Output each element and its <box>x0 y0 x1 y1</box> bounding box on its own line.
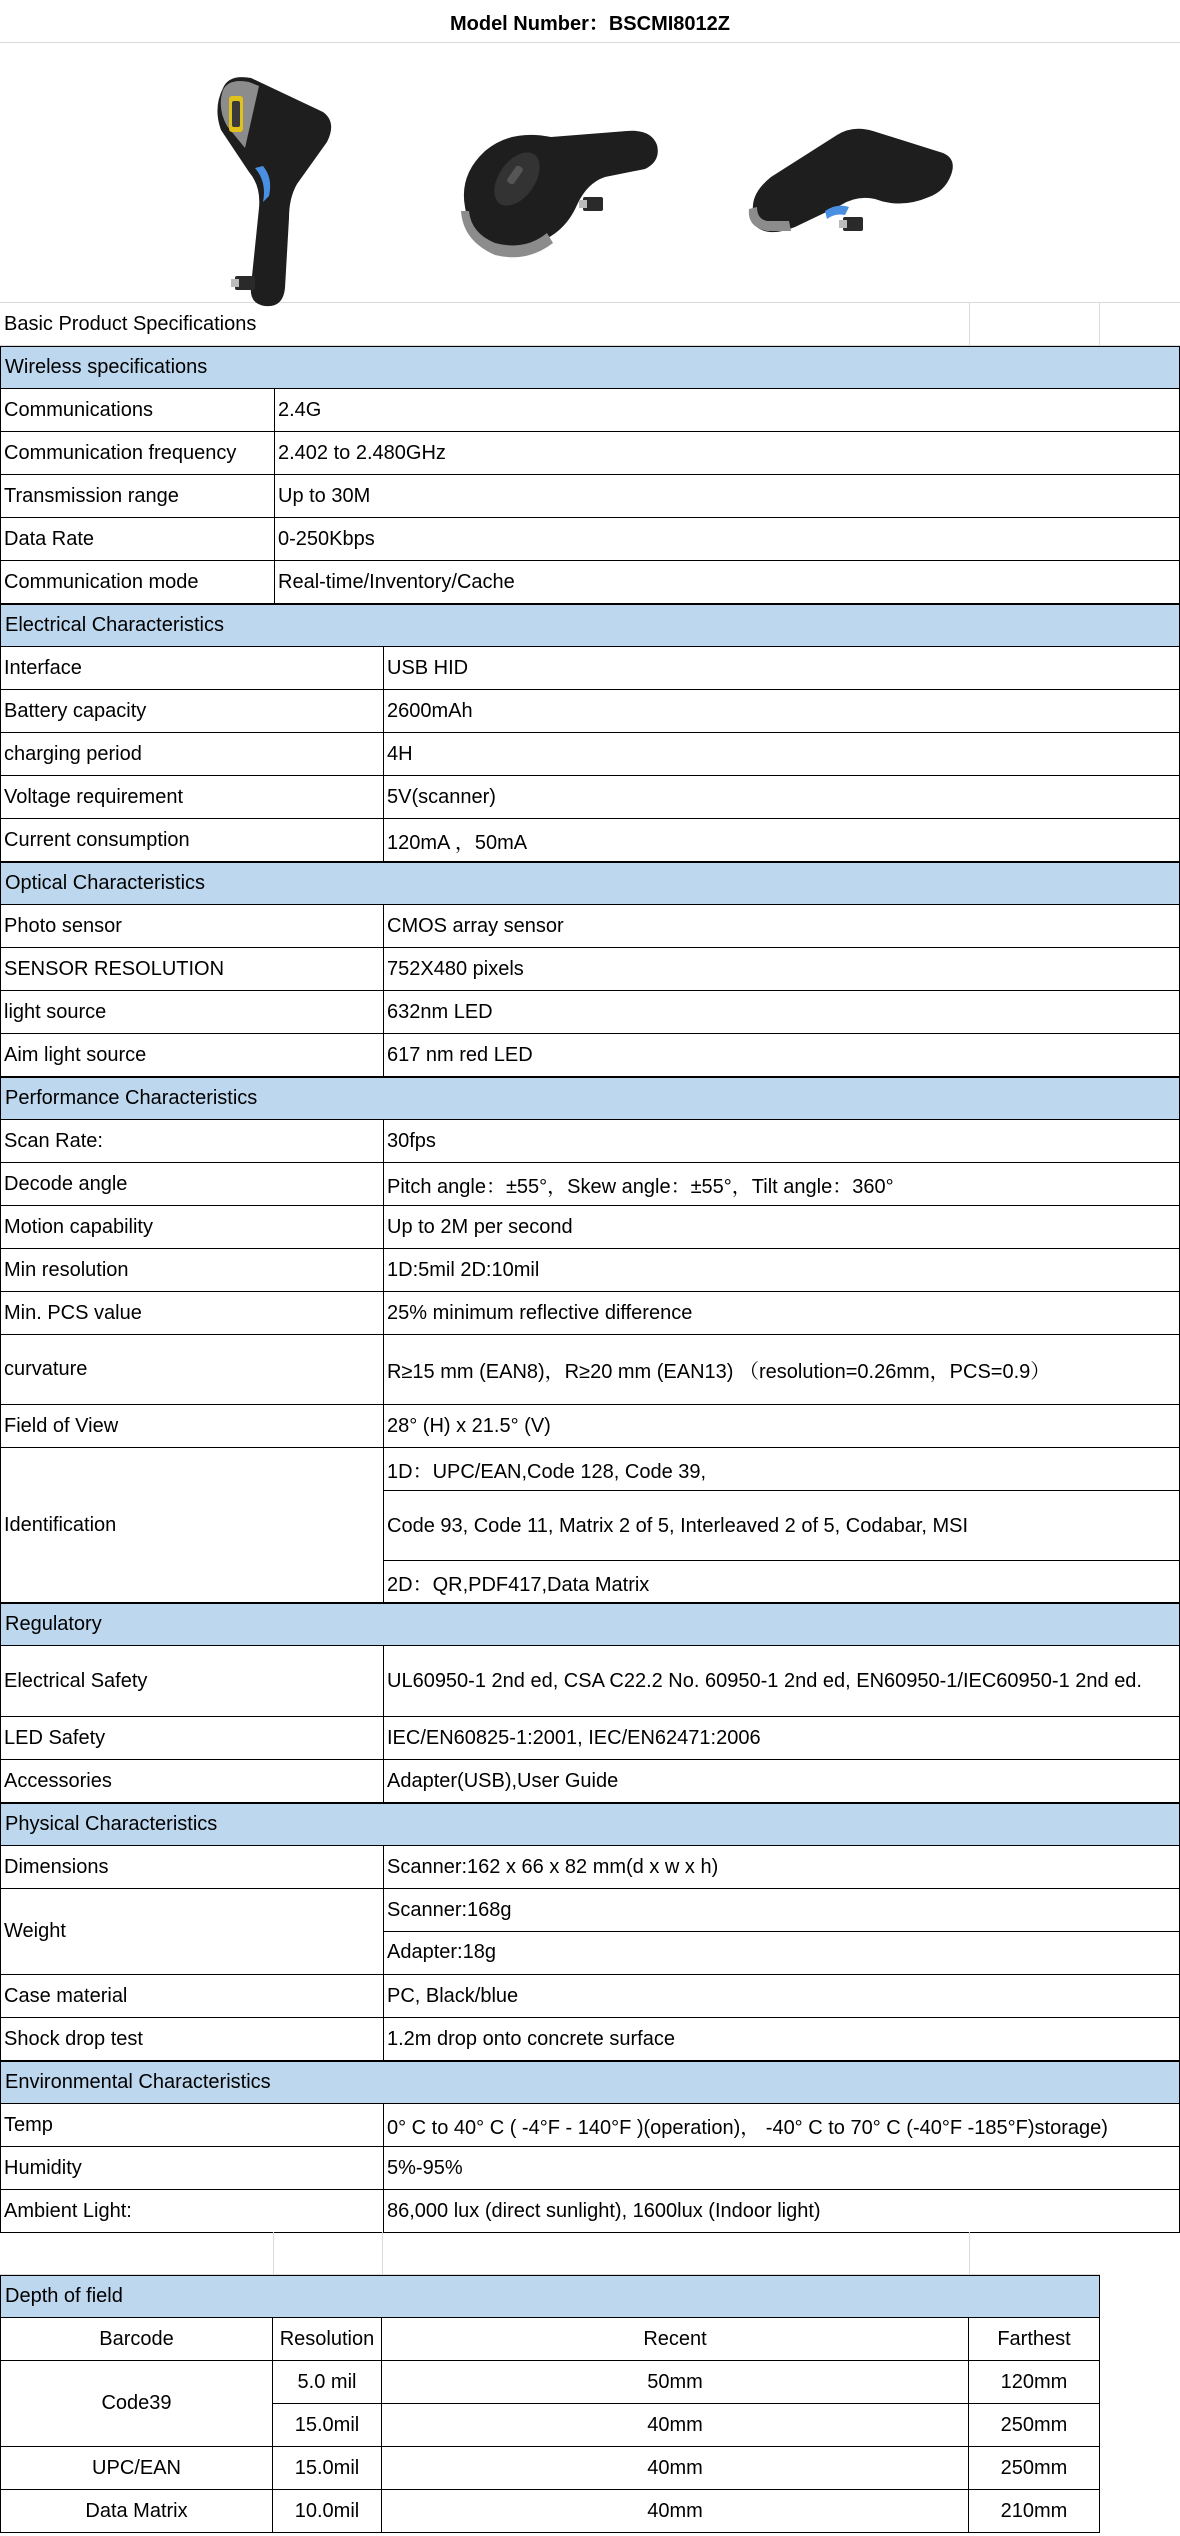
dof-barcode-cell-text: Data Matrix <box>85 2499 188 2522</box>
spec-value: Up to 2M per second <box>383 1206 1179 1248</box>
dof-recent-cell <box>382 2361 969 2404</box>
gridline <box>273 2232 274 2275</box>
dof-barcode-cell-text: UPC/EAN <box>92 2456 181 2479</box>
spec-label: Data Rate <box>4 527 95 550</box>
spec-value: IEC/EN60825-1:2001, IEC/EN62471:2006 <box>383 1717 1179 1759</box>
dof-recent-cell <box>382 2404 969 2447</box>
depth-of-field-title <box>0 2275 1100 2318</box>
spec-label: Identification <box>4 1513 117 1536</box>
dof-header-farthest-text: Farthest <box>997 2327 1071 2350</box>
spec-heading-row <box>0 303 1180 346</box>
dof-farthest-cell-text: 120mm <box>1000 2370 1068 2393</box>
spec-value: USB HID <box>383 647 1179 689</box>
dof-resolution-cell <box>273 2490 382 2533</box>
spec-row <box>0 1717 1180 1760</box>
spec-value: 86,000 lux (direct sunlight), 1600lux (Indoor light) <box>383 2190 1179 2232</box>
spec-row <box>0 432 1180 475</box>
spec-label: Min. PCS value <box>4 1301 142 1324</box>
spec-row <box>0 1206 1180 1249</box>
spec-label: Min resolution <box>4 1258 129 1281</box>
depth-of-field-title-text: Depth of field <box>5 2285 123 2307</box>
spec-label: Aim light source <box>4 1043 147 1066</box>
spec-label: Voltage requirement <box>4 785 184 808</box>
spec-label: Dimensions <box>4 1855 109 1878</box>
section-header <box>0 2061 1180 2104</box>
dof-header-recent <box>382 2318 969 2361</box>
dof-header-resolution-text: Resolution <box>279 2327 375 2350</box>
dof-barcode-cell <box>0 2447 273 2490</box>
spec-label: Accessories <box>4 1769 112 1792</box>
dof-recent-cell-text: 40mm <box>647 2456 703 2479</box>
section-header <box>0 862 1180 905</box>
spec-value: 1.2m drop onto concrete surface <box>383 2018 1179 2060</box>
spec-row <box>0 647 1180 690</box>
spec-label: Shock drop test <box>4 2027 143 2050</box>
dof-farthest-cell-text: 210mm <box>1000 2499 1068 2522</box>
spec-row <box>0 1034 1180 1077</box>
spec-row <box>0 1975 1180 2018</box>
dof-recent-cell <box>382 2490 969 2533</box>
spec-row <box>0 1120 1180 1163</box>
dof-farthest-cell <box>969 2490 1100 2533</box>
scanner-side-image <box>745 123 960 243</box>
spec-value: 2.4G <box>274 389 1179 431</box>
spec-row <box>0 948 1180 991</box>
spec-value: R≥15 mm (EAN8)，R≥20 mm (EAN13) （resolution=0.26mm，PCS=0.9） <box>383 1335 1179 1404</box>
spec-value: Scanner:162 x 66 x 82 mm(d x w x h) <box>383 1846 1179 1888</box>
dof-recent-cell-text: 50mm <box>647 2370 703 2393</box>
spec-value: UL60950-1 2nd ed, CSA C22.2 No. 60950-1 2nd ed, EN60950-1/IEC60950-1 2nd ed. <box>383 1646 1179 1716</box>
section-title: Regulatory <box>5 1613 102 1635</box>
spec-label: Scan Rate: <box>4 1129 103 1152</box>
spec-row <box>0 1760 1180 1803</box>
spec-row <box>0 2018 1180 2061</box>
dof-resolution-cell <box>273 2447 382 2490</box>
section-header <box>0 346 1180 389</box>
model-title-row <box>0 0 1180 43</box>
spec-value: 28° (H) x 21.5° (V) <box>383 1405 1179 1447</box>
section-header <box>0 1603 1180 1646</box>
spec-value: Up to 30M <box>274 475 1179 517</box>
gridline <box>969 303 970 346</box>
dof-resolution-cell-text: 15.0mil <box>294 2413 360 2436</box>
dof-recent-cell-text: 40mm <box>647 2499 703 2522</box>
spec-row <box>0 1889 1180 1975</box>
spec-row <box>0 1646 1180 1717</box>
section-title: Physical Characteristics <box>5 1813 218 1835</box>
spec-value: 4H <box>383 733 1179 775</box>
dof-header-barcode-text: Barcode <box>99 2327 174 2350</box>
scanner-front-image <box>205 68 345 318</box>
spec-label: Communication frequency <box>4 441 237 464</box>
spec-row <box>0 1163 1180 1206</box>
spec-label: Motion capability <box>4 1215 153 1238</box>
dof-farthest-cell <box>969 2404 1100 2447</box>
dof-resolution-cell-text: 10.0mil <box>294 2499 360 2522</box>
dof-barcode-cell <box>0 2361 273 2447</box>
spec-label: Electrical Safety <box>4 1669 148 1692</box>
spec-label: Communications <box>4 398 153 421</box>
spec-value: Adapter(USB),User Guide <box>383 1760 1179 1802</box>
spec-value: Code 93, Code 11, Matrix 2 of 5, Interleaved 2 of 5, Codabar, MSI <box>383 1491 1179 1561</box>
spec-row <box>0 2147 1180 2190</box>
spec-row <box>0 1292 1180 1335</box>
spec-row <box>0 2190 1180 2233</box>
spec-row <box>0 690 1180 733</box>
dof-resolution-cell-text: 5.0 mil <box>297 2370 357 2393</box>
spec-row <box>0 733 1180 776</box>
spec-label: light source <box>4 1000 107 1023</box>
spec-row <box>0 2104 1180 2147</box>
dof-farthest-cell <box>969 2447 1100 2490</box>
spec-value: 120mA ，50mA <box>383 819 1179 861</box>
spec-value: 25% minimum reflective difference <box>383 1292 1179 1334</box>
spec-value: PC, Black/blue <box>383 1975 1179 2017</box>
spec-row <box>0 1846 1180 1889</box>
spec-row <box>0 1448 1180 1603</box>
spec-value: 30fps <box>383 1120 1179 1162</box>
dof-resolution-cell <box>273 2361 382 2404</box>
section-title: Electrical Characteristics <box>5 614 224 636</box>
gridline <box>969 2232 970 2275</box>
dof-farthest-cell-text: 250mm <box>1000 2456 1068 2479</box>
dof-header-farthest <box>969 2318 1100 2361</box>
section-title: Wireless specifications <box>5 356 208 378</box>
scanner-top-image <box>455 115 670 265</box>
spec-label: Temp <box>4 2113 53 2136</box>
dof-farthest-cell <box>969 2361 1100 2404</box>
spec-label: Communication mode <box>4 570 199 593</box>
spec-row <box>0 905 1180 948</box>
product-images-row <box>0 43 1180 303</box>
spec-row <box>0 776 1180 819</box>
gridline <box>382 2232 383 2275</box>
section-title: Performance Characteristics <box>5 1087 258 1109</box>
dof-barcode-cell-text: Code39 <box>101 2392 172 2414</box>
spec-value: 617 nm red LED <box>383 1034 1179 1076</box>
spec-value: 5V(scanner) <box>383 776 1179 818</box>
spec-row <box>0 389 1180 432</box>
spec-value: 752X480 pixels <box>383 948 1179 990</box>
spec-value: 632nm LED <box>383 991 1179 1033</box>
spec-value: 0° C to 40° C ( -4°F - 140°F )(operation)， -40° C to 70° C (-40°F -185°F)storage) <box>383 2104 1179 2146</box>
spec-label: Humidity <box>4 2156 82 2179</box>
dof-barcode-cell <box>0 2490 273 2533</box>
spec-value: 1D:5mil 2D:10mil <box>383 1249 1179 1291</box>
spec-row <box>0 1249 1180 1292</box>
spec-row <box>0 819 1180 862</box>
spec-row <box>0 1405 1180 1448</box>
spec-value: Scanner:168g <box>383 1889 1179 1932</box>
spec-value: 5%-95% <box>383 2147 1179 2189</box>
spec-label: Transmission range <box>4 484 179 507</box>
spec-heading: Basic Product Specifications <box>4 313 257 335</box>
section-header <box>0 604 1180 647</box>
spec-label: Case material <box>4 1984 128 2007</box>
spec-label: LED Safety <box>4 1726 106 1749</box>
spec-label: charging period <box>4 742 142 765</box>
dof-header-recent-text: Recent <box>643 2327 707 2350</box>
spec-value: Pitch angle：±55°，Skew angle：±55°，Tilt angle：360° <box>383 1163 1179 1205</box>
spec-label: Weight <box>4 1920 66 1942</box>
spec-label: Current consumption <box>4 828 190 851</box>
spec-label: Interface <box>4 656 82 679</box>
spec-row <box>0 1335 1180 1405</box>
spec-value: Adapter:18g <box>383 1932 1179 1975</box>
spec-row <box>0 518 1180 561</box>
section-title: Optical Characteristics <box>5 872 206 894</box>
spec-label: curvature <box>4 1358 88 1380</box>
spec-label: Photo sensor <box>4 914 122 937</box>
dof-resolution-cell-text: 15.0mil <box>294 2456 360 2479</box>
dof-header-barcode <box>0 2318 273 2361</box>
spec-value: 2.402 to 2.480GHz <box>274 432 1179 474</box>
dof-farthest-cell-text: 250mm <box>1000 2413 1068 2436</box>
gridline <box>1099 303 1100 346</box>
dof-recent-cell-text: 40mm <box>647 2413 703 2436</box>
spec-label: Ambient Light: <box>4 2199 132 2222</box>
dof-header-resolution <box>273 2318 382 2361</box>
spec-label: Decode angle <box>4 1172 128 1195</box>
dof-recent-cell <box>382 2447 969 2490</box>
spec-label: Battery capacity <box>4 699 147 722</box>
dof-resolution-cell <box>273 2404 382 2447</box>
spec-value: 1D：UPC/EAN,Code 128, Code 39, <box>383 1448 1179 1491</box>
spec-row <box>0 561 1180 604</box>
spec-value: 0-250Kbps <box>274 518 1179 560</box>
model-title: Model Number：BSCMI8012Z <box>449 12 731 35</box>
spec-label: Field of View <box>4 1414 119 1437</box>
spec-row <box>0 475 1180 518</box>
spacer-row <box>0 2232 1100 2275</box>
section-title: Environmental Characteristics <box>5 2071 271 2093</box>
section-header <box>0 1803 1180 1846</box>
spec-row <box>0 991 1180 1034</box>
spec-value: 2D：QR,PDF417,Data Matrix <box>383 1561 1179 1603</box>
spec-value: Real-time/Inventory/Cache <box>274 561 1179 603</box>
spec-value: 2600mAh <box>383 690 1179 732</box>
spec-label: SENSOR RESOLUTION <box>4 957 225 980</box>
spec-value: CMOS array sensor <box>383 905 1179 947</box>
section-header <box>0 1077 1180 1120</box>
